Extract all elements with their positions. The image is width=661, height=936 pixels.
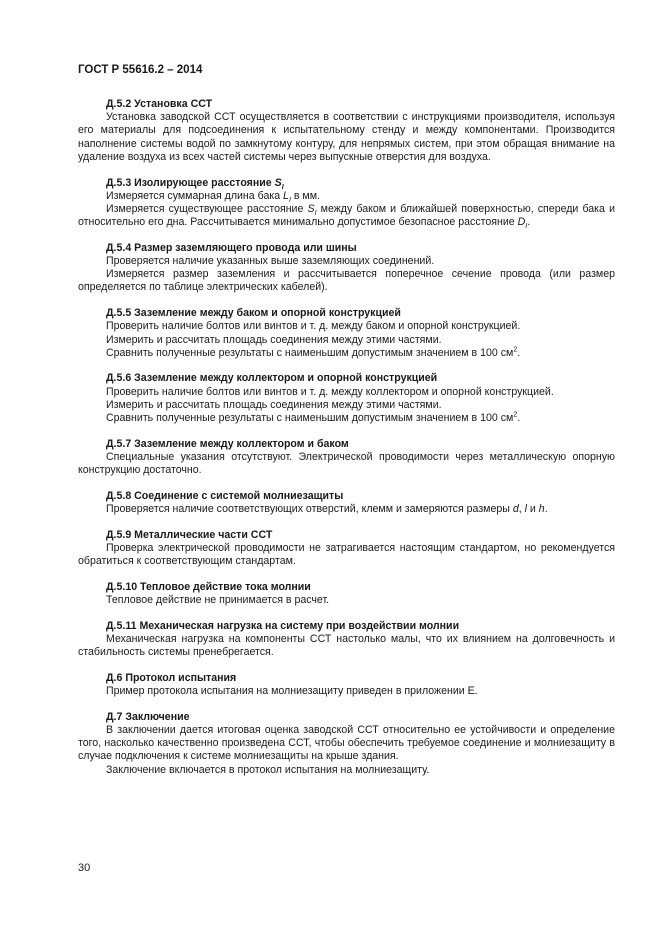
document-body <box>78 98 615 789</box>
section-d53 <box>78 177 615 230</box>
section-heading: Д.5.10 Тепловое действие тока молнии <box>106 580 311 593</box>
section-heading: Д.5.5 Заземление между баком и опорной конструкцией <box>106 307 401 320</box>
text-run: между баком и ближайшей поверхностью, спереди бака и относительно его дна. Рассчитывается минимально допустимое безопасное расстояние <box>78 202 615 229</box>
paragraph: Тепловое действие не принимается в расчет. <box>106 594 330 607</box>
paragraph <box>78 203 615 229</box>
section-d510 <box>78 581 615 607</box>
paragraph: Проверить наличие болтов или винтов и т. д. между баком и опорной конструкцией. <box>106 320 521 333</box>
section-heading: Д.5.8 Соединение с системой молниезащиты <box>106 489 344 502</box>
section-heading: Д.5.4 Размер заземляющего провода или шины <box>106 241 357 254</box>
section-d57 <box>78 438 615 478</box>
text-run: Сравнить полученные результаты с наименьшим допустимым значением в 100 см <box>106 412 514 425</box>
section-heading: Д.7 Заключение <box>106 710 190 723</box>
section-heading: Д.6 Протокол испытания <box>106 671 237 684</box>
section-heading: Д.5.9 Металлические части ССТ <box>106 528 273 541</box>
paragraph: В заключении дается итоговая оценка заводской ССТ относительно ее устойчивости и определение того, насколько качественно произведена ССТ, чтобы обеспечить требуемое соединение и молниезащиту в случае подключения к системе молниезащиты на крыше здания. <box>78 724 615 763</box>
section-d52 <box>78 98 615 164</box>
text-run: в мм. <box>290 189 320 202</box>
text-run: . <box>517 346 521 359</box>
variable: L <box>283 189 289 202</box>
subscript: I <box>288 196 291 204</box>
section-d511 <box>78 620 615 660</box>
superscript: 2 <box>513 411 518 419</box>
paragraph: Проверить наличие болтов или винтов и т. д. между коллектором и опорной конструкцией. <box>106 385 554 398</box>
text-run: и <box>526 503 539 516</box>
paragraph: Измеряется размер заземления и рассчитывается поперечное сечение провода (или размер определяется по таблице электрических кабелей). <box>78 268 615 294</box>
subscript: I <box>525 223 528 231</box>
paragraph: Специальные указания отсутствуют. Электрической проводимости через металлическую опорную конструкцию достаточно. <box>78 450 615 477</box>
page-number: 30 <box>78 862 91 874</box>
variable: h <box>538 503 545 516</box>
paragraph: Измерить и рассчитать площадь соединения между этими частями. <box>106 398 442 411</box>
paragraph: Пример протокола испытания на молниезащиту приведен в приложении Е. <box>106 685 478 698</box>
variable: S <box>307 202 315 215</box>
paragraph: Механическая нагрузка на компоненты ССТ настолько малы, что их влиянием на долговечность и стабильность системы пренебрегается. <box>78 633 615 659</box>
paragraph: Проверяется наличие указанных выше заземляющих соединений. <box>106 255 435 268</box>
section-d59 <box>78 529 615 569</box>
paragraph: Измерить и рассчитать площадь соединения между этими частями. <box>106 333 442 346</box>
section-heading: Д.5.6 Заземление между коллектором и опорной конструкцией <box>106 372 438 385</box>
section-heading <box>78 177 615 190</box>
section-d58 <box>78 490 615 516</box>
variable: l <box>524 503 527 516</box>
text-run: . <box>517 412 521 425</box>
section-d56 <box>78 372 615 425</box>
heading-subscript: I <box>281 183 284 191</box>
paragraph <box>78 412 615 425</box>
heading-variable: S <box>274 176 282 189</box>
section-heading: Д.5.2 Установка ССТ <box>106 98 213 110</box>
text-run: Сравнить полученные результаты с наименьшим допустимым значением в 100 см <box>106 346 514 359</box>
document-header: ГОСТ Р 55616.2 – 2014 <box>78 64 203 76</box>
section-d7 <box>78 711 615 777</box>
section-heading: Д.5.11 Механическая нагрузка на систему при воздействии молнии <box>106 619 460 632</box>
variable: D <box>517 216 526 229</box>
text-run: Измеряется суммарная длина бака <box>106 189 284 202</box>
text-run: , <box>518 503 525 516</box>
section-d54 <box>78 242 615 295</box>
text-run: . <box>527 216 531 229</box>
paragraph: Установка заводской ССТ осуществляется в соответствии с инструкциями производителя, используя его материалы для подсоединения к испытательному стенду и между компонентами. Производится наполнение системы водой по замкнутому контуру, для непрямых систем, при этом обращая внимание на удаление воздуха из всех частей системы через выпускные отверстия для воздуха. <box>78 111 615 163</box>
paragraph: Заключение включается в протокол испытания на молниезащиту. <box>106 763 430 776</box>
variable: d <box>512 503 519 516</box>
superscript: 2 <box>513 346 518 354</box>
subscript: I <box>314 210 317 218</box>
paragraph <box>78 347 615 360</box>
section-heading: Д.5.7 Заземление между коллектором и баком <box>106 437 349 450</box>
paragraph: Проверка электрической проводимости не затрагивается настоящим стандартом, но рекомендуется обратиться к соответствующим стандартам. <box>78 541 615 568</box>
text-run: . <box>544 503 548 516</box>
text-run: Измеряется существующее расстояние <box>106 202 308 215</box>
section-d55 <box>78 307 615 360</box>
section-d6 <box>78 672 615 698</box>
text-run: Проверяется наличие соответствующих отверстий, клемм и замеряются размеры <box>106 503 513 516</box>
heading-text: Д.5.3 Изолирующее расстояние <box>106 176 275 189</box>
paragraph <box>78 503 615 516</box>
paragraph <box>78 190 615 203</box>
